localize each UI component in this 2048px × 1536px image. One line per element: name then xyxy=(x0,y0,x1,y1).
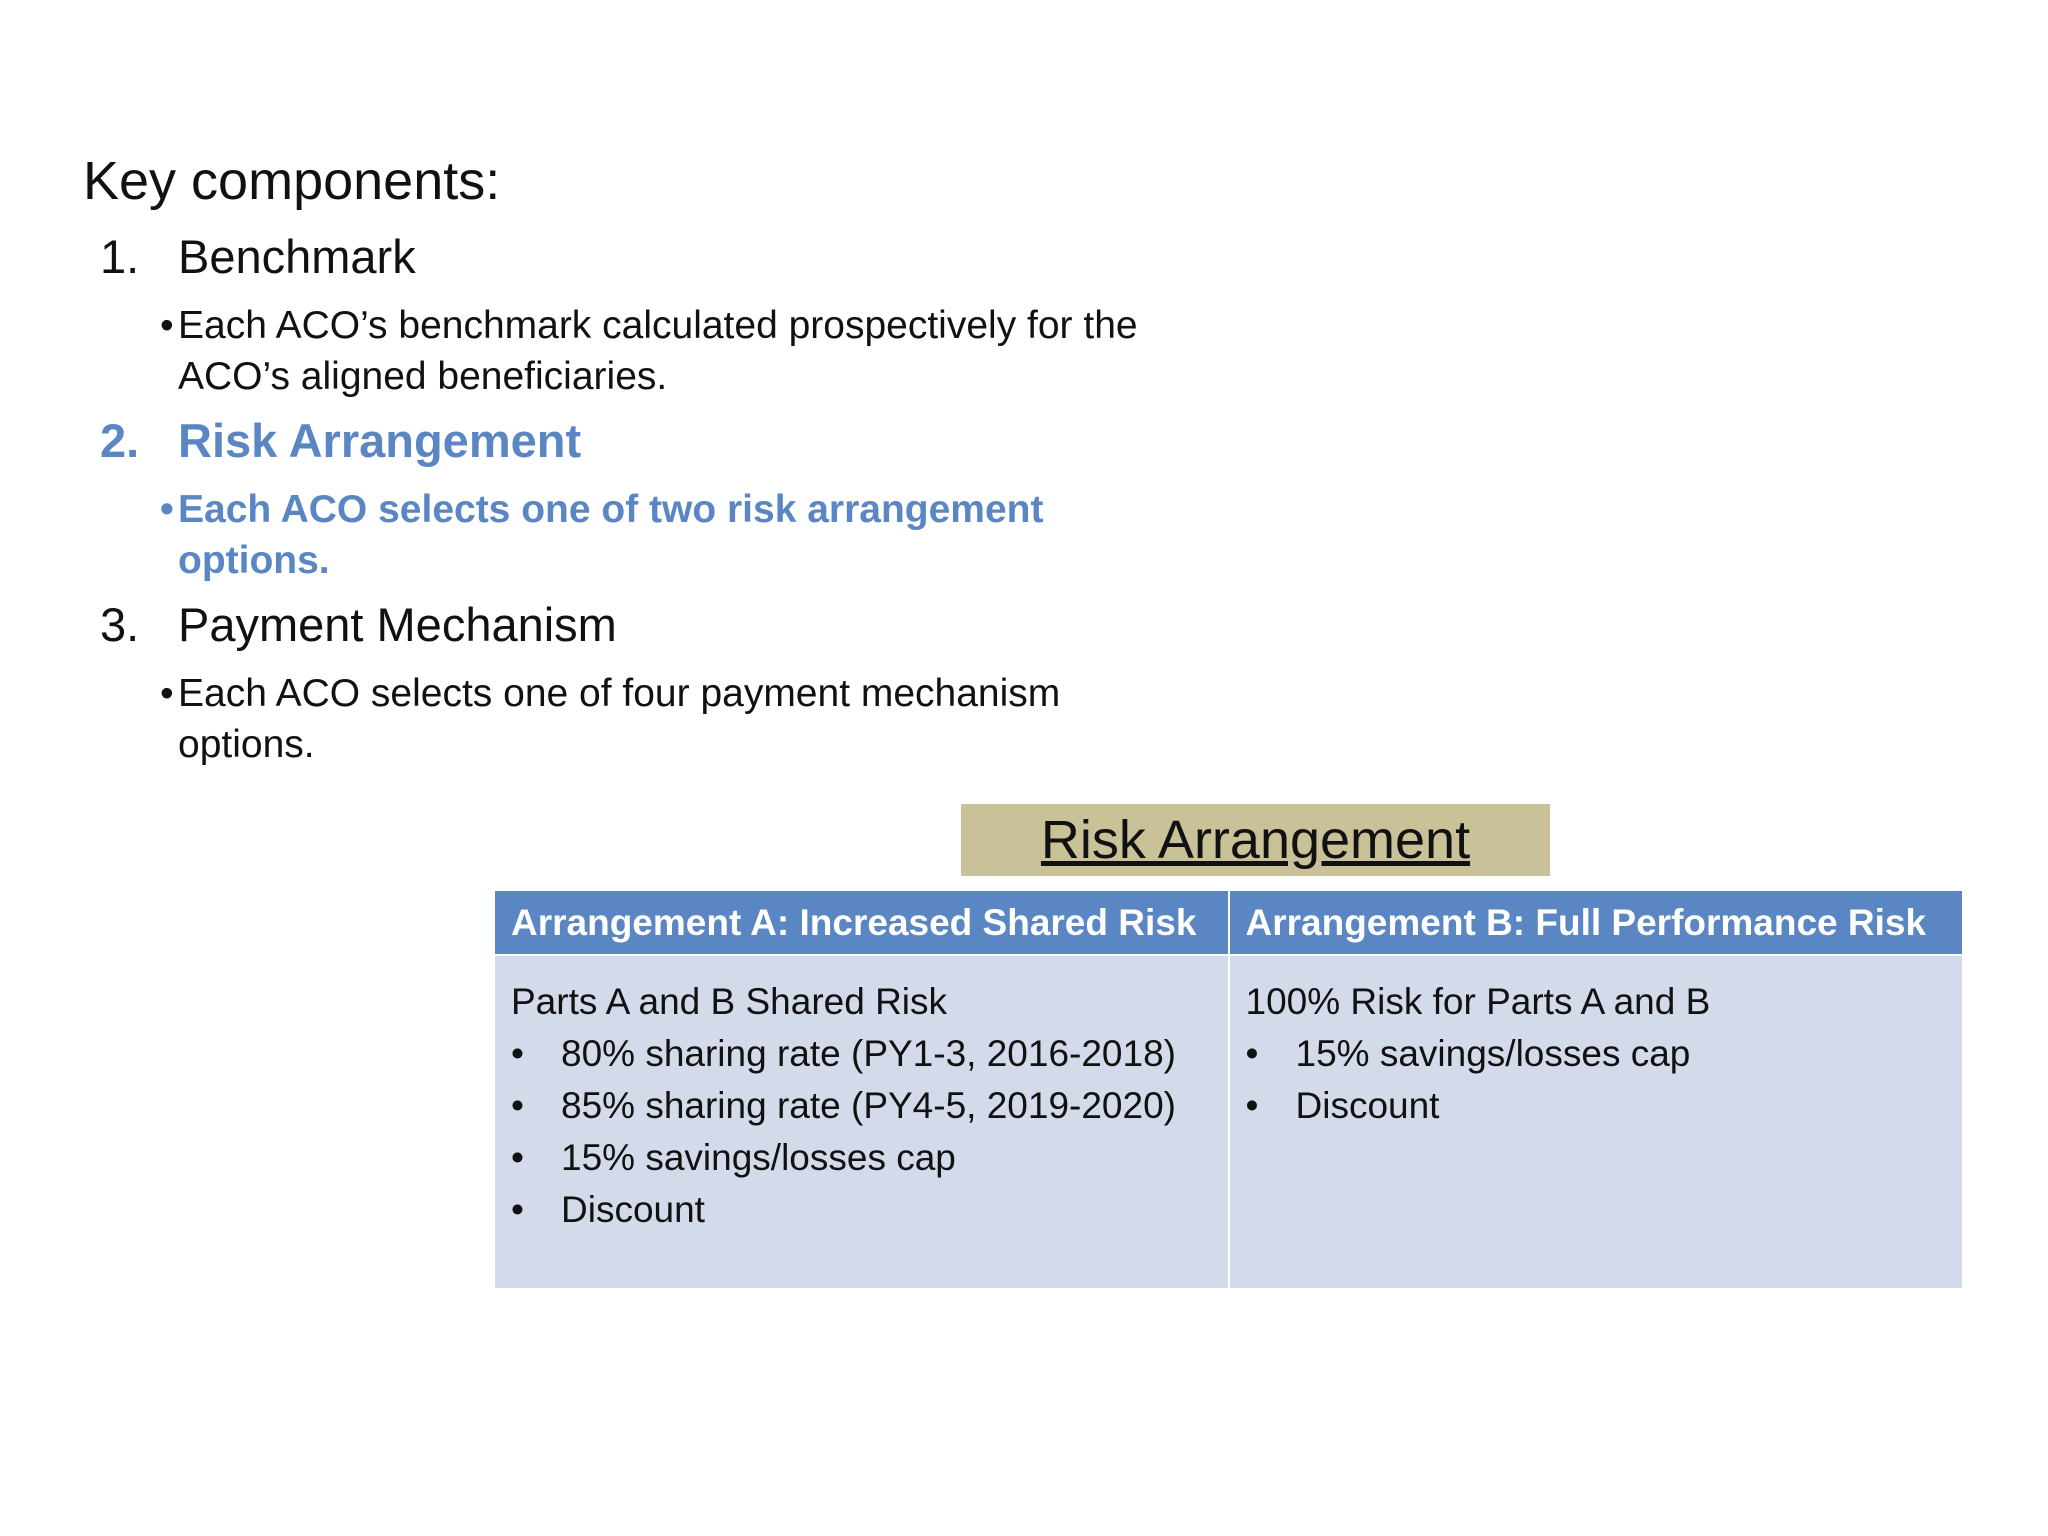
component-title: Payment Mechanism xyxy=(178,598,617,651)
component-title-row xyxy=(100,596,1250,654)
bullet-icon: • xyxy=(511,1137,524,1178)
cell-bullet-list xyxy=(1246,1028,1947,1132)
component-detail-row xyxy=(100,300,1250,402)
list-item xyxy=(511,1184,1212,1236)
list-item-text: 85% sharing rate (PY4-5, 2019-2020) xyxy=(561,1085,1176,1126)
bullet-icon: • xyxy=(160,672,174,715)
risk-arrangement-table xyxy=(493,889,1964,1290)
list-item-text: Discount xyxy=(561,1189,705,1230)
component-number: 3. xyxy=(100,598,140,651)
column-header-arrangement-a: Arrangement A: Increased Shared Risk xyxy=(494,890,1229,955)
bullet-icon: • xyxy=(160,304,174,347)
component-title-row xyxy=(100,228,1250,286)
cell-intro: Parts A and B Shared Risk xyxy=(511,981,948,1022)
list-item xyxy=(511,1132,1212,1184)
bullet-icon: • xyxy=(511,1189,524,1230)
list-item-text: 80% sharing rate (PY1-3, 2016-2018) xyxy=(561,1033,1176,1074)
table-row xyxy=(494,955,1963,1289)
component-payment-mechanism xyxy=(100,596,1250,770)
table-title: Risk Arrangement xyxy=(961,804,1550,876)
list-item-text: 15% savings/losses cap xyxy=(561,1137,956,1178)
component-title: Risk Arrangement xyxy=(178,414,582,467)
component-detail-row xyxy=(100,668,1250,770)
list-item xyxy=(511,1080,1212,1132)
component-title-row xyxy=(100,412,1250,470)
cell-intro: 100% Risk for Parts A and B xyxy=(1245,981,1711,1022)
list-item xyxy=(511,1028,1212,1080)
component-detail: Each ACO selects one of two risk arrangement options. xyxy=(178,488,1044,582)
component-detail-row xyxy=(100,484,1250,586)
list-item xyxy=(1246,1028,1947,1080)
bullet-icon: • xyxy=(511,1085,524,1126)
bullet-icon: • xyxy=(1245,1085,1259,1126)
column-header-arrangement-b: Arrangement B: Full Performance Risk xyxy=(1229,890,1964,955)
component-risk-arrangement xyxy=(100,412,1250,586)
cell-arrangement-b xyxy=(1229,955,1964,1289)
list-item xyxy=(1246,1080,1947,1132)
component-number: 1. xyxy=(100,230,140,283)
cell-bullet-list xyxy=(511,1028,1212,1236)
component-number: 2. xyxy=(100,414,140,467)
component-title: Benchmark xyxy=(178,230,416,283)
component-detail: Each ACO selects one of four payment mechanism options. xyxy=(178,672,1061,766)
list-item-text: 15% savings/losses cap xyxy=(1295,1033,1691,1074)
cell-arrangement-a xyxy=(494,955,1229,1289)
component-benchmark xyxy=(100,228,1250,402)
list-item-text: Discount xyxy=(1295,1085,1440,1126)
bullet-icon: • xyxy=(1245,1033,1259,1074)
bullet-icon: • xyxy=(160,488,174,531)
component-detail: Each ACO’s benchmark calculated prospectively for the ACO’s aligned beneficiaries. xyxy=(178,304,1138,398)
table-header-row xyxy=(494,890,1963,955)
bullet-icon: • xyxy=(511,1033,524,1074)
slide-heading: Key components: xyxy=(83,151,501,211)
